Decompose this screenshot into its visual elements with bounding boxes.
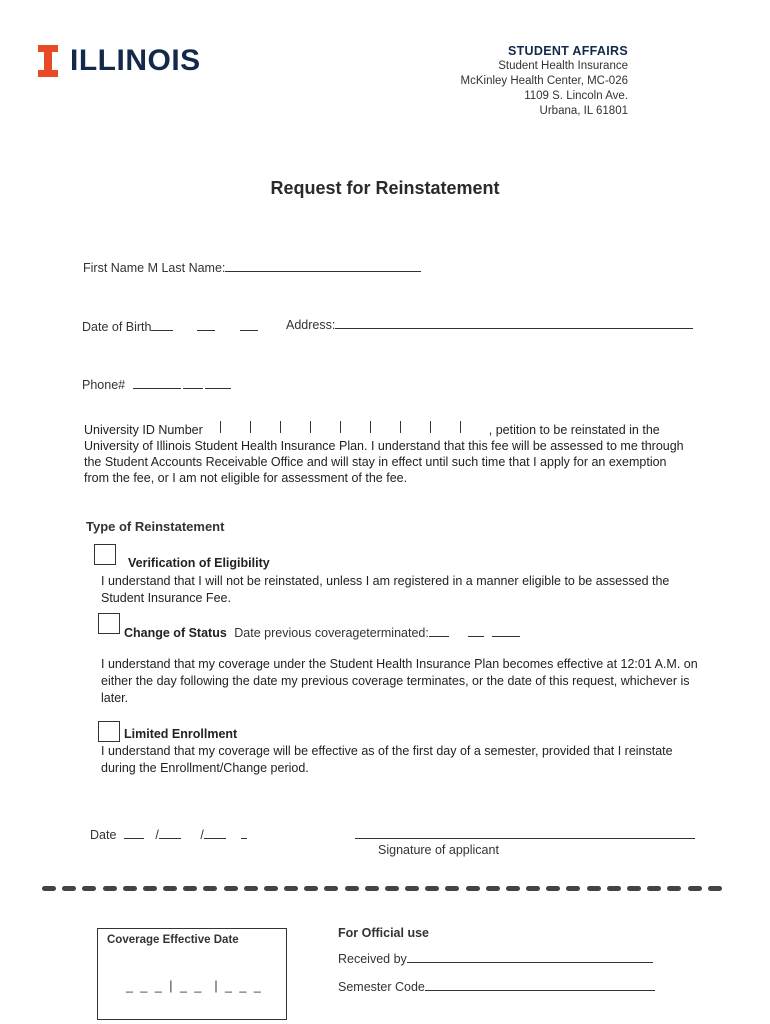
received-by-label: Received by (338, 952, 407, 966)
semester-code-row (338, 978, 655, 994)
change-of-status-checkbox[interactable] (98, 613, 120, 634)
date-label: Date (90, 828, 117, 842)
phone-prefix-field[interactable] (183, 376, 203, 389)
dob-label: Date of Birth (82, 320, 152, 334)
name-field[interactable] (225, 259, 421, 272)
phone-row (82, 376, 231, 392)
dob-year-field[interactable] (240, 318, 258, 331)
official-use-title: For Official use (338, 926, 429, 940)
dob-row (82, 318, 258, 334)
address-line: Student Health Insurance (498, 60, 628, 72)
received-by-field[interactable] (407, 950, 653, 963)
verification-checkbox[interactable] (94, 544, 116, 565)
department-name: STUDENT AFFAIRS (507, 44, 628, 58)
address-line: 1109 S. Lincoln Ave. (524, 90, 628, 102)
change-of-status-text: I understand that my coverage under the Student Health Insurance Plan becomes effective at 12:01 A.M. on either the day following the date my previous coverage terminates, or the date of this request, whichever is later. (101, 657, 698, 705)
address-label: Address: (286, 318, 336, 332)
dob-day-field[interactable] (197, 318, 215, 331)
block-i-icon (38, 45, 58, 77)
termination-date-label: Date previous coverageterminated: (234, 626, 429, 640)
page-title: Request for Reinstatement (270, 178, 500, 198)
address-field[interactable] (335, 316, 693, 329)
coverage-box-label: Coverage Effective Date (107, 934, 239, 946)
termination-month-field[interactable] (429, 624, 449, 637)
section-title: Type of Reinstatement (86, 519, 225, 534)
date-month-field[interactable] (124, 826, 144, 839)
petition-text: , petition to be reinstated in the (488, 423, 660, 437)
university-id-boxes (218, 421, 488, 433)
address-row (286, 316, 693, 332)
verification-title: Verification of Eligibility (128, 556, 270, 570)
termination-year-field[interactable] (492, 624, 520, 637)
date-row: Date / / (90, 826, 247, 842)
logo-text: ILLINOIS (70, 44, 201, 77)
name-row (83, 259, 421, 275)
university-id-label: University ID Number (84, 423, 203, 437)
semester-code-field[interactable] (425, 978, 655, 991)
signature-label: Signature of applicant (378, 843, 499, 857)
phone-label: Phone# (82, 378, 126, 392)
limited-enrollment-title: Limited Enrollment (124, 727, 238, 741)
change-of-status-row (124, 624, 520, 640)
phone-line-field[interactable] (205, 376, 231, 389)
date-year-field[interactable] (204, 826, 226, 839)
name-label: First Name M Last Name: (83, 261, 226, 275)
limited-enrollment-checkbox[interactable] (98, 721, 120, 742)
date-day-field[interactable] (159, 826, 181, 839)
office-address-block (461, 44, 628, 119)
illinois-logo (38, 44, 201, 78)
semester-code-label: Semester Code (338, 980, 425, 994)
coverage-date-field[interactable]: _ _ _ | _ _ | _ _ _ (126, 979, 263, 993)
address-line: Urbana, IL 61801 (539, 105, 628, 117)
coverage-effective-date-box (97, 928, 287, 1020)
verification-text: I understand that I will not be reinstated, unless I am registered in a manner eligible to be assessed the Student Insurance Fee. (101, 574, 670, 605)
change-of-status-title: Change of Status (124, 626, 227, 640)
termination-day-field[interactable] (468, 624, 484, 637)
petition-body: University of Illinois Student Health Insurance Plan. I understand that this fee will be assessed to me through the Student Accounts Receivable Office and will stay in effect until such time that I apply for an exemption from the fee, or I am not eligible for assessment of the fee. (84, 439, 684, 485)
dob-month-field[interactable] (151, 318, 173, 331)
address-line: McKinley Health Center, MC-026 (460, 75, 628, 87)
cut-line-divider (42, 886, 722, 892)
signature-line[interactable] (355, 838, 695, 839)
phone-area-field[interactable] (133, 376, 181, 389)
limited-enrollment-text: I understand that my coverage will be effective as of the first day of a semester, provided that I reinstate during the Enrollment/Change period. (101, 744, 673, 775)
received-by-row (338, 950, 653, 966)
